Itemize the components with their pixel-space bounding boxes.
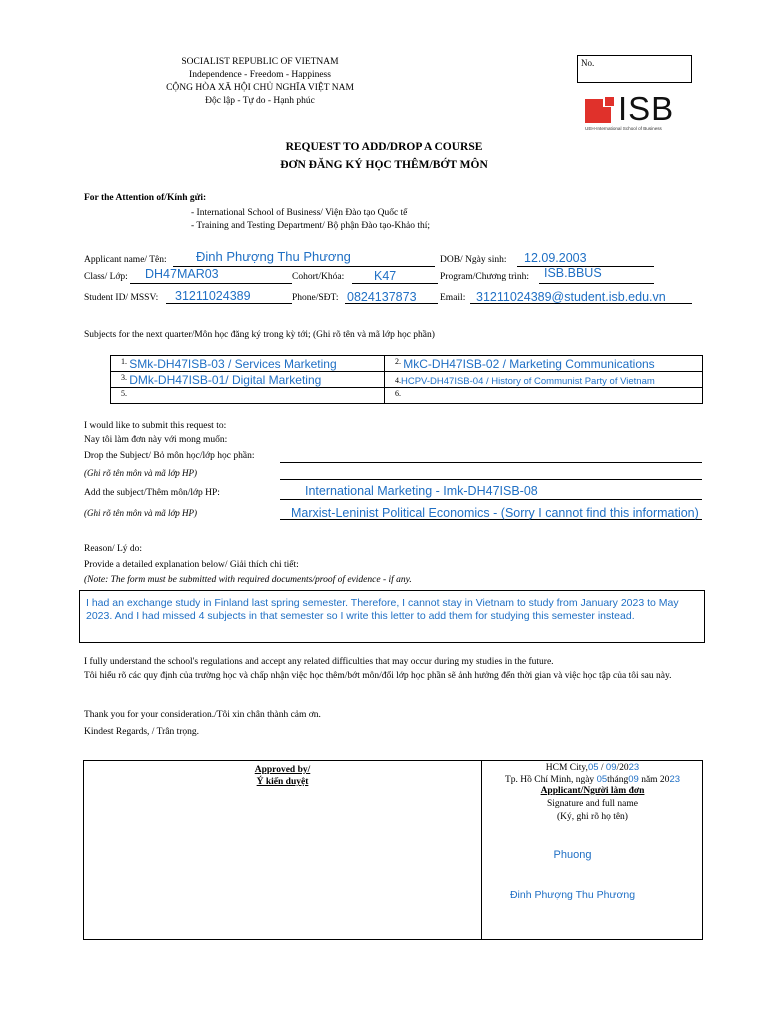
drop-underline-1[interactable] [280, 462, 702, 463]
request-line-2: Nay tôi làm đơn này với mong muốn: [84, 435, 228, 445]
subject-cell-4[interactable]: 4.HCPV-DH47ISB-04 / History of Communist Party of Vietnam [385, 372, 703, 388]
subject-cell-2[interactable]: 2. MkC-DH47ISB-02 / Marketing Communications [385, 356, 703, 372]
form-title-en: REQUEST TO ADD/DROP A COURSE [285, 141, 483, 153]
cohort-underline [352, 283, 438, 284]
reason-textbox[interactable]: I had an exchange study in Finland last spring semester. Therefore, I cannot stay in Vietnam to study from January 2023 to May 2023. And I had missed 4 subjects in that semester so I write this letter to add them for studying this semester instead. [79, 590, 705, 643]
vn-year[interactable]: 23 [669, 774, 681, 785]
understand-vi: Tôi hiểu rõ các quy định của trường học và chấp nhận việc học thêm/bớt môn/đổi lớp học phần sẽ ảnh hưởng đến thời gian và việc học tập của tôi sau này. [84, 671, 672, 681]
subject-cell-3[interactable]: 3. DMk-DH47ISB-01/ Digital Marketing [111, 372, 385, 388]
student-id-label: Student ID/ MSSV: [84, 293, 159, 303]
student-id-underline [166, 303, 292, 304]
header-line-2: Independence - Freedom - Happiness [189, 70, 331, 80]
reason-label: Reason/ Lý do: [84, 544, 143, 554]
add-underline-1 [280, 499, 702, 500]
header-line-4: Độc lập - Tự do - Hạnh phúc [205, 96, 315, 106]
national-header [140, 56, 380, 108]
request-line-1: I would like to submit this request to: [84, 421, 227, 431]
attention-item-2: - Training and Testing Department/ Bộ phận Đào tạo-Khảo thí; [191, 221, 430, 231]
attention-item-1: - International School of Business/ Viện Đào tạo Quốc tế [191, 208, 408, 218]
class-label: Class/ Lớp: [84, 272, 128, 282]
table-row [111, 356, 703, 372]
cohort-label: Cohort/Khóa: [292, 272, 345, 282]
cohort-value[interactable]: K47 [374, 269, 397, 283]
number-box [577, 55, 692, 83]
phone-value[interactable]: 0824137873 [347, 290, 417, 304]
add-value-2[interactable]: Marxist-Leninist Political Economics - (Sorry I cannot find this information) [291, 506, 699, 520]
applicant-label: Applicant/Người làm đơn [540, 786, 645, 796]
form-title-vi: ĐƠN ĐĂNG KÝ HỌC THÊM/BỚT MÔN [280, 159, 488, 171]
program-underline [539, 283, 654, 284]
date-month[interactable]: 09 [605, 762, 617, 773]
header-line-3: CỘNG HÒA XÃ HỘI CHỦ NGHĨA VIỆT NAM [166, 83, 354, 93]
isb-logo-mark-icon [585, 95, 615, 123]
add-label: Add the subject/Thêm môn/lớp HP: [84, 488, 220, 498]
reason-provide: Provide a detailed explanation below/ Giải thích chi tiết: [84, 560, 299, 570]
add-note: (Ghi rõ tên môn và mã lớp HP) [84, 508, 198, 518]
add-value-1[interactable]: International Marketing - Imk-DH47ISB-08 [305, 484, 538, 498]
table-row [111, 372, 703, 388]
subject-cell-5[interactable]: 5. [111, 388, 385, 404]
drop-label: Drop the Subject/ Bỏ môn học/lớp học phần: [84, 451, 255, 461]
signature-label: Signature and full name [546, 799, 638, 809]
signature-label-vi: (Ký, ghi rõ họ tên) [557, 812, 628, 822]
name-value[interactable]: Đinh Phượng Thu Phương [196, 249, 351, 264]
subject-cell-6[interactable]: 6. [385, 388, 703, 404]
class-value[interactable]: DH47MAR03 [145, 267, 219, 281]
drop-underline-2[interactable] [280, 479, 702, 480]
drop-note: (Ghi rõ tên môn và mã lớp HP) [84, 468, 198, 478]
name-label: Applicant name/ Tên: [84, 255, 167, 265]
dob-value[interactable]: 12.09.2003 [524, 251, 587, 265]
signature[interactable]: Phuong [553, 849, 592, 861]
approved-by-en: Approved by/ [254, 765, 311, 775]
approved-by-vi: Ý kiến duyệt [256, 777, 309, 787]
phone-label: Phone/SĐT: [292, 293, 339, 303]
subjects-intro: Subjects for the next quarter/Môn học đăng ký trong kỳ tới; (Ghi rõ tên và mã lớp học phần) [84, 330, 435, 340]
understand-en: I fully understand the school's regulations and accept any related difficulties that may occur during my studies in the future. [84, 657, 554, 667]
table-row [111, 388, 703, 404]
regards-text: Kindest Regards, / Trân trọng. [84, 727, 200, 737]
number-label: No. [581, 58, 595, 68]
date-day[interactable]: 05 [587, 762, 599, 773]
email-label: Email: [440, 293, 466, 303]
subjects-table [110, 355, 703, 404]
program-value[interactable]: ISB.BBUS [544, 266, 602, 280]
subject-cell-1[interactable]: 1. SMk-DH47ISB-03 / Services Marketing [111, 356, 385, 372]
vn-date-line: Tp. Hồ Chí Minh, ngày 05tháng09 năm 2023 [504, 774, 681, 785]
email-value[interactable]: 31211024389@student.isb.edu.vn [476, 290, 666, 304]
isb-logo [585, 92, 695, 134]
thanks-text: Thank you for your consideration./Tôi xin chân thành cảm ơn. [84, 710, 321, 720]
dob-label: DOB/ Ngày sinh: [440, 255, 507, 265]
logo-subtitle: UEH-International School of Business [585, 126, 662, 131]
vn-month[interactable]: 09 [628, 774, 639, 785]
hcm-date-line: HCM City,05 / 09/2023 [545, 762, 640, 773]
applicant-fullname[interactable]: Đinh Phượng Thu Phương [509, 889, 636, 901]
approval-signature-box [83, 760, 703, 940]
student-id-value[interactable]: 31211024389 [175, 289, 251, 303]
logo-text: ISB [618, 90, 675, 127]
reason-note: (Note: The form must be submitted with required documents/proof of evidence - if any. [84, 575, 412, 585]
approved-by [84, 764, 481, 788]
program-label: Program/Chương trình: [440, 272, 530, 282]
date-year[interactable]: 23 [628, 762, 640, 773]
vn-day[interactable]: 05 [596, 774, 608, 785]
class-underline [130, 283, 292, 284]
attention-label: For the Attention of/Kính gửi: [84, 193, 207, 203]
header-line-1: SOCIALIST REPUBLIC OF VIETNAM [181, 57, 339, 67]
